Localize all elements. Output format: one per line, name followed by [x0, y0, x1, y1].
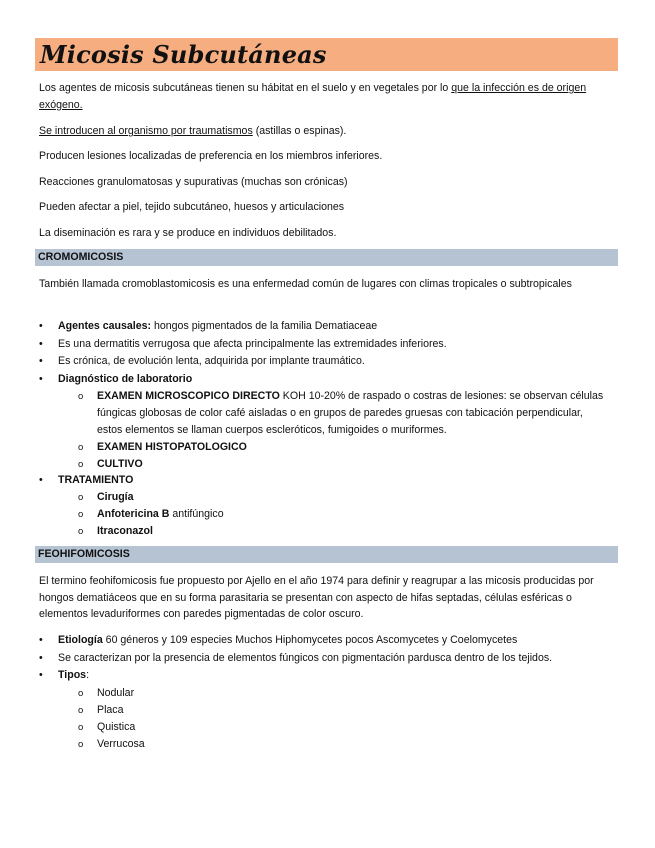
item-label: Diagnóstico de laboratorio — [58, 373, 193, 385]
sub-bullet-icon: o — [78, 705, 84, 716]
sub-bullet-icon: o — [78, 722, 84, 733]
intro-paragraph-5: Pueden afectar a piel, tejido subcutáneo, huesos y articulaciones — [39, 201, 345, 213]
intro-p2-underlined: Se introducen al organismo por traumatismos — [39, 125, 253, 137]
section-title: CROMOMICOSIS — [38, 251, 124, 263]
item-text: KOH 10-20% de raspado o costras de lesiones: se observan células fúngicas globosas de color café aisladas o en grupos de paredes gruesas con tabicación perpendicular, estos elementos se llaman cuerpos escleróticos, fumigoides o muriformes. — [97, 390, 604, 436]
section-header-feohifomicosis — [35, 546, 618, 563]
item-text: Verrucosa — [97, 738, 145, 750]
item-text: Se caracterizan por la presencia de elementos fúngicos con pigmentación pardusca dentro de los tejidos. — [58, 652, 553, 664]
item-text: hongos pigmentados de la familia Dematiaceae — [151, 320, 378, 332]
sub-bullet-icon: o — [78, 688, 84, 699]
bullet-icon: • — [39, 652, 43, 664]
sub-bullet-icon: o — [78, 442, 84, 453]
item-label: Itraconazol — [97, 525, 153, 537]
bullet-icon: • — [39, 373, 43, 385]
item-text: Nodular — [97, 687, 135, 699]
sub-bullet-icon: o — [78, 492, 84, 503]
item-text: antifúngico — [169, 508, 224, 520]
section-title: FEOHIFOMICOSIS — [38, 548, 130, 560]
sub-bullet-icon: o — [78, 459, 84, 470]
bullet-icon: • — [39, 634, 43, 646]
intro-paragraph-3: Producen lesiones localizadas de preferencia en los miembros inferiores. — [39, 150, 383, 162]
intro-p1-text: Los agentes de micosis subcutáneas tienen su hábitat en el suelo y en vegetales por lo — [39, 82, 452, 94]
item-label: Cirugía — [97, 491, 134, 503]
feo-description: El termino feohifomicosis fue propuesto por Ajello en el año 1974 para definir y reagrupar a las micosis producidas por hongos dematiáceos que en su forma parasitaria se presentan con aspecto de hifas septadas, células esféricas o elementos levaduriformes con paredes pigmentadas de color oscuro. — [39, 575, 594, 620]
item-label: Tipos — [58, 669, 87, 681]
item-label: EXAMEN MICROSCOPICO DIRECTO — [97, 390, 280, 402]
bullet-icon: • — [39, 320, 43, 332]
intro-p1-underlined: que la infección es de origen exógeno. — [39, 82, 587, 111]
intro-p2-text: (astillas o espinas). — [252, 125, 347, 137]
item-label: Etiología — [58, 634, 103, 646]
item-label: CULTIVO — [97, 458, 143, 470]
item-text: Placa — [97, 704, 124, 716]
intro-paragraph-4: Reacciones granulomatosas y supurativas (muchas son crónicas) — [39, 176, 348, 188]
page-title: Micosis Subcutáneas — [40, 40, 327, 69]
item-text: Es crónica, de evolución lenta, adquirida por implante traumático. — [58, 355, 365, 367]
item-label: Agentes causales: — [58, 320, 152, 332]
sub-bullet-icon: o — [78, 391, 84, 402]
intro-paragraph-6: La diseminación es rara y se produce en individuos debilitados. — [39, 227, 337, 239]
bullet-icon: • — [39, 338, 43, 350]
section-header-cromomicosis — [35, 249, 618, 266]
sub-bullet-icon: o — [78, 509, 84, 520]
bullet-icon: • — [39, 474, 43, 486]
bullet-icon: • — [39, 355, 43, 367]
item-text: : — [86, 669, 90, 681]
item-label: EXAMEN HISTOPATOLOGICO — [97, 441, 247, 453]
item-text: Quistica — [97, 721, 136, 733]
item-label: TRATAMIENTO — [58, 474, 134, 486]
item-label: Anfotericina B — [97, 508, 170, 520]
bullet-icon: • — [39, 669, 43, 681]
intro-paragraph-2 — [39, 123, 609, 140]
item-text: Es una dermatitis verrugosa que afecta principalmente las extremidades inferiores. — [58, 338, 447, 350]
item-text: 60 géneros y 109 especies Muchos Hiphomycetes pocos Ascomycetes y Coelomycetes — [102, 634, 518, 646]
cromo-description: También llamada cromoblastomicosis es una enfermedad común de lugares con climas tropicales o subtropicales — [39, 278, 572, 290]
sub-bullet-icon: o — [78, 739, 84, 750]
intro-paragraph-1 — [39, 80, 609, 113]
title-banner — [35, 38, 618, 71]
sub-bullet-icon: o — [78, 526, 84, 537]
